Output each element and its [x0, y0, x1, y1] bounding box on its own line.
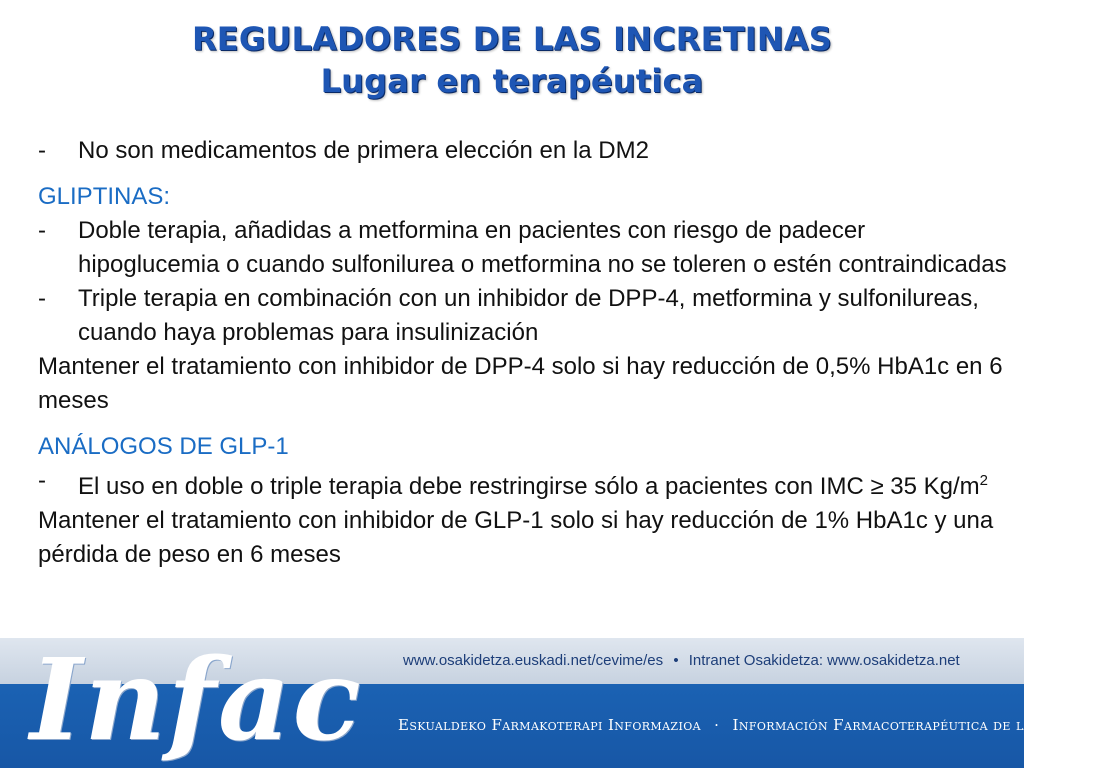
- slide-title: [0, 18, 1024, 102]
- footer-banner: [0, 635, 1104, 768]
- glp1-heading: ANÁLOGOS DE GLP-1: [38, 433, 289, 460]
- title-line-1: REGULADORES DE LAS INCRETINAS: [191, 20, 833, 58]
- intro-bullet: [38, 134, 1008, 168]
- tagline-spanish: Información Farmacoterapéutica de la Comarca: [732, 716, 1104, 734]
- footer-links: [403, 652, 960, 669]
- gliptinas-heading: GLIPTINAS:: [38, 183, 171, 210]
- footer-tagline: [398, 716, 1104, 734]
- gliptinas-bullet-1-text: Doble terapia, añadidas a metformina en pacientes con riesgo de padecer hipoglucemia o cuando sulfonilurea o metformina no se toleren o estén contraindicadas: [78, 217, 1007, 278]
- bullet-dash: -: [38, 285, 46, 312]
- glp1-bullet-1: [38, 464, 1008, 504]
- superscript-2: 2: [979, 472, 989, 489]
- intranet-link[interactable]: Intranet Osakidetza: www.osakidetza.net: [688, 652, 960, 669]
- bullet-dash: -: [38, 137, 46, 164]
- intro-bullet-text: No son medicamentos de primera elección en la DM2: [78, 137, 649, 164]
- bullet-separator: •: [673, 652, 679, 669]
- tagline-separator: ·: [714, 716, 720, 734]
- gliptinas-bullet-1: [38, 214, 1008, 282]
- title-line-2: Lugar en terapéutica: [320, 62, 704, 100]
- bullet-dash: -: [38, 467, 46, 494]
- glp1-bullet-1-text: [78, 464, 1008, 504]
- gliptinas-bullet-2-text: Triple terapia en combinación con un inhibidor de DPP-4, metformina y sulfonilureas, cuando haya problemas para insulinización: [78, 285, 979, 346]
- slide-body: [38, 134, 1008, 572]
- glp1-bullet-1-main: El uso en doble o triple terapia debe restringirse sólo a pacientes con IMC ≥ 35 Kg/m: [78, 473, 980, 500]
- tagline-basque: Eskualdeko Farmakoterapi Informazioa: [398, 716, 701, 734]
- gliptinas-note: Mantener el tratamiento con inhibidor de DPP-4 solo si hay reducción de 0,5% HbA1c en 6 meses: [38, 353, 1003, 414]
- gliptinas-bullet-2: [38, 282, 1008, 350]
- bullet-dash: -: [38, 217, 46, 244]
- cevime-link[interactable]: www.osakidetza.euskadi.net/cevime/es: [403, 652, 664, 669]
- glp1-note: Mantener el tratamiento con inhibidor de GLP-1 solo si hay reducción de 1% HbA1c y una pérdida de peso en 6 meses: [38, 507, 994, 568]
- infac-logo: Infac: [30, 635, 363, 766]
